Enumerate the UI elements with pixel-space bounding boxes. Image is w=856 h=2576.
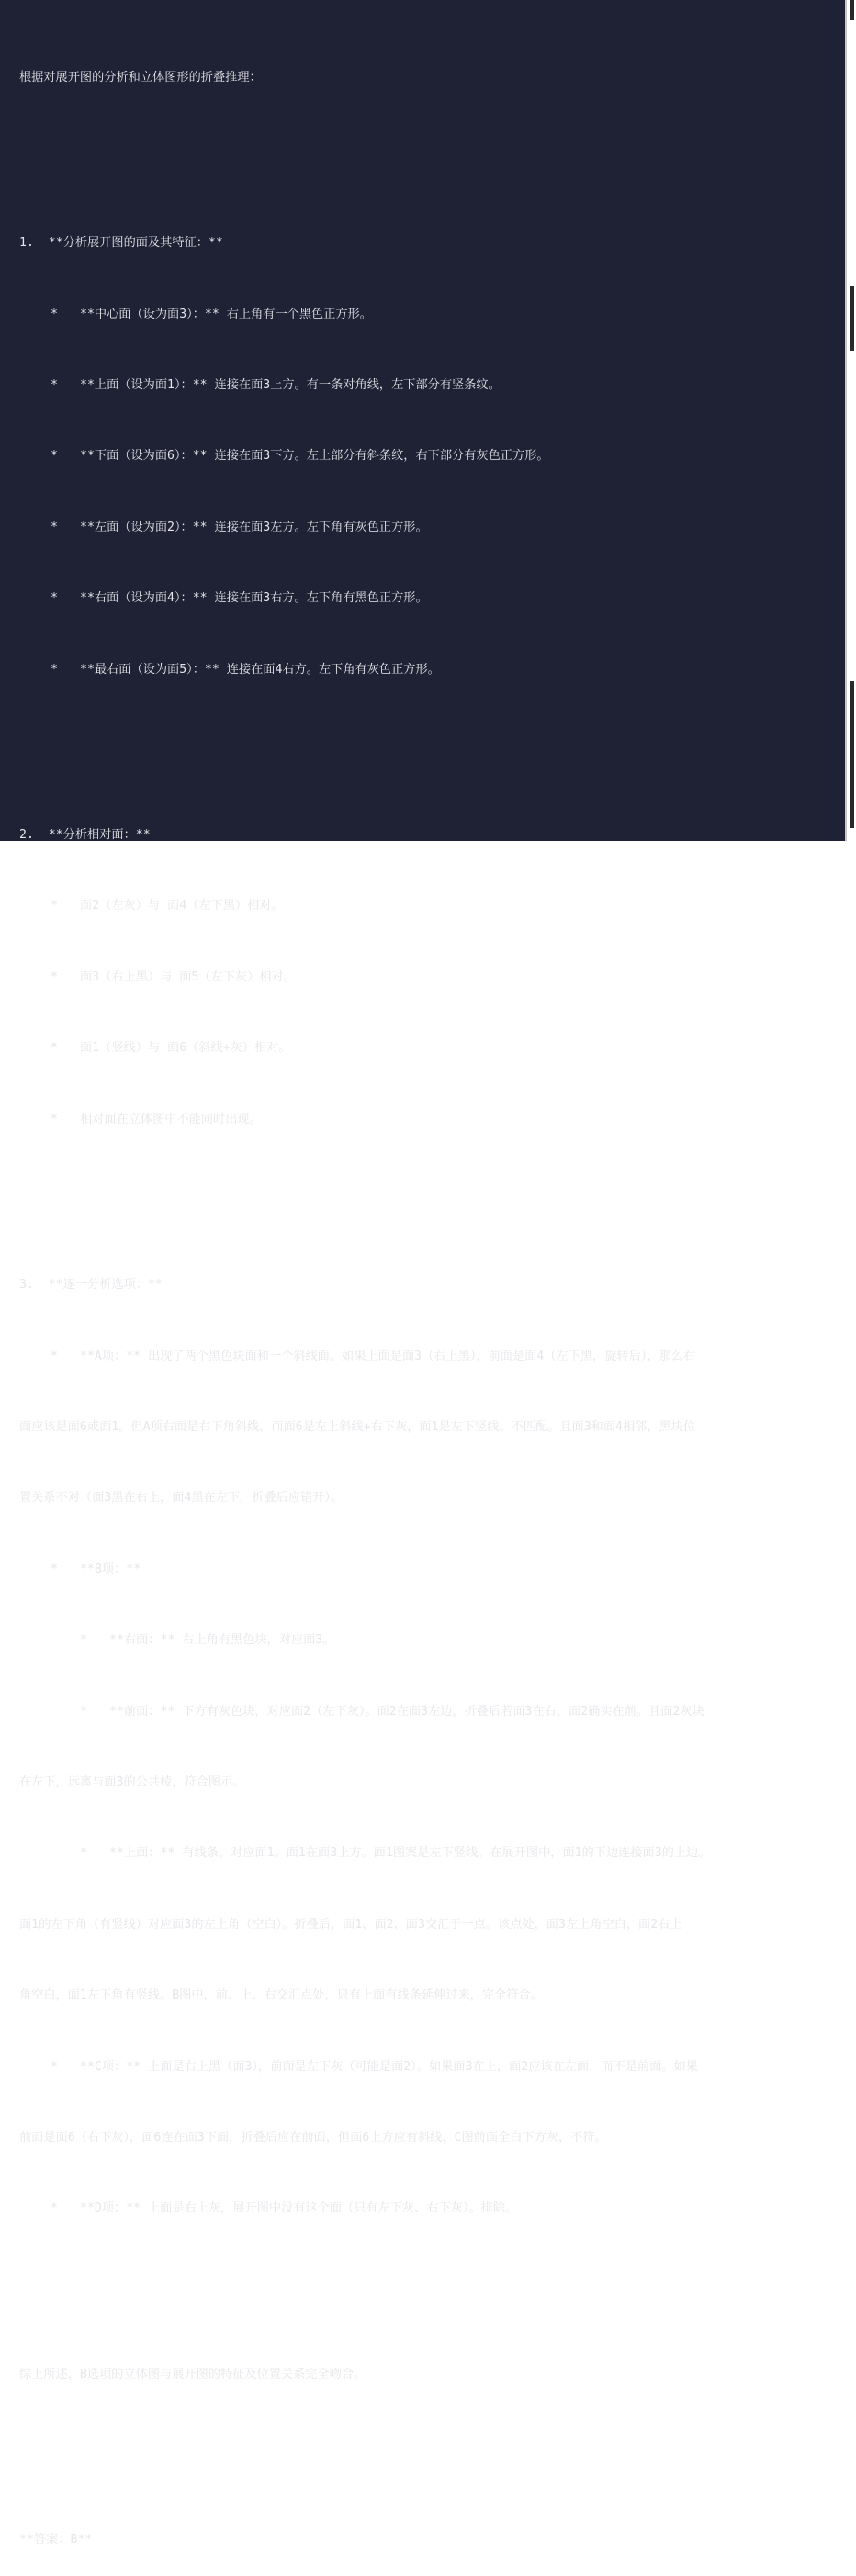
list-item: * **左面（设为面2）：** 连接在面3左方。左下角有灰色正方形。 xyxy=(19,516,831,540)
intro-line: 根据对展开图的分析和立体图形的折叠推理： xyxy=(19,70,262,84)
option-b-sub-item: * **右面：** 右上角有黑色块，对应面3。 xyxy=(19,1629,831,1652)
option-a-continuation: 面应该是面6或面1。但A项右面是右下角斜线，而面6是左上斜线+右下灰，面1是左下竖线。不匹配。且面3和面4相邻，黑块位 xyxy=(19,1420,696,1435)
list-item: * **最右面（设为面5）：** 连接在面4右方。左下角有灰色正方形。 xyxy=(19,658,831,682)
section-1-heading: 1. **分析展开图的面及其特征：** xyxy=(19,236,223,251)
bullet-icon: * xyxy=(51,520,58,534)
bullet-icon: * xyxy=(51,1041,58,1056)
bullet-icon: * xyxy=(51,1562,58,1576)
edge-mark xyxy=(850,286,854,351)
bullet-icon: * xyxy=(51,307,58,321)
list-item: * **右面（设为面4）：** 连接在面3右方。左下角有黑色正方形。 xyxy=(19,587,831,610)
bullet-icon: * xyxy=(51,449,58,464)
section-3-heading: 3. **逐一分析选项：** xyxy=(19,1278,163,1293)
option-a-continuation: 置关系不对（面3黑在右上，面4黑在左下，折叠后应错开）。 xyxy=(19,1491,344,1506)
list-item: * 面3（右上黑）与 面5（左下灰）相对。 xyxy=(19,966,831,990)
bullet-icon: * xyxy=(51,662,58,677)
section-2-heading: 2. **分析相对面：** xyxy=(19,828,151,843)
bullet-icon: * xyxy=(80,1633,87,1648)
list-item: * **上面（设为面1）：** 连接在面3上方。有一条对角线，左下部分有竖条纹。 xyxy=(19,374,831,398)
bullet-icon: * xyxy=(51,2201,58,2216)
option-d-item: * **D项：** 上面是右上灰，展开图中没有这个面（只有左下灰、右下灰）。排除。 xyxy=(19,2197,831,2221)
option-b-continuation: 在左下，远离与面3的公共棱，符合图示。 xyxy=(19,1775,245,1789)
option-b-continuation: 面1的左下角（有竖线）对应面3的左上角（空白）。折叠后，面1、面2、面3交汇于一点。该点处，面3左上角空白，面2右上 xyxy=(19,1917,682,1932)
list-item: * 相对面在立体图中不能同时出现。 xyxy=(19,1108,831,1132)
answer-line: **答案：B** xyxy=(19,2533,93,2548)
list-item: * 面2（左灰）与 面4（左下黑）相对。 xyxy=(19,894,831,918)
bullet-icon: * xyxy=(80,1704,87,1719)
edge-mark xyxy=(850,0,854,20)
bullet-icon: * xyxy=(51,591,58,606)
bullet-icon: * xyxy=(51,899,58,913)
summary-line: 综上所述，B选项的立体图与展开图的特征及位置关系完全吻合。 xyxy=(19,2367,366,2381)
bullet-icon: * xyxy=(51,2059,58,2074)
option-c-item: * **C项：** 上面是右上黑（面3），前面是左下灰（可能是面2）。如果面3在上，面2应该在左面，而不是前面。如果 xyxy=(19,2055,831,2079)
bullet-icon: * xyxy=(51,1112,58,1126)
option-a-item: * **A项：** 出现了两个黑色块面和一个斜线面。如果上面是面3（右上黑），前面是面4（左下黑，旋转后），那么右 xyxy=(19,1345,831,1369)
option-c-continuation: 前面是面6（右下灰），面6连在面3下面，折叠后应在前面，但面6上方应有斜线，C图前面全白下方灰，不符。 xyxy=(19,2130,607,2145)
bullet-icon: * xyxy=(51,1349,58,1363)
option-b-sub-item: * **上面：** 有线条。对应面1。面1在面3上方。面1图案是左下竖线。在展开图中，面1的下边连接面3的上边。 xyxy=(19,1842,831,1865)
bullet-icon: * xyxy=(51,377,58,392)
edge-mark xyxy=(850,681,854,828)
bullet-icon: * xyxy=(51,969,58,984)
option-b-sub-item: * **前面：** 下方有灰色块，对应面2（左下灰）。面2在面3左边，折叠后若面3在右，面2确实在前。且面2灰块 xyxy=(19,1700,831,1724)
list-item: * 面1（竖线）与 面6（斜线+灰）相对。 xyxy=(19,1036,831,1060)
bullet-icon: * xyxy=(80,1846,87,1861)
list-item: * **中心面（设为面3）：** 右上角有一个黑色正方形。 xyxy=(19,303,831,327)
list-item: * **下面（设为面6）：** 连接在面3下方。左上部分有斜条纹，右下部分有灰色正方形。 xyxy=(19,444,831,468)
option-b-item: * **B项：** xyxy=(19,1558,831,1582)
response-text xyxy=(19,18,831,2576)
option-b-continuation: 角空白，面1左下角有竖线。B图中，前、上、右交汇点处，只有上面有线条延伸过来，完全符合。 xyxy=(19,1988,543,2003)
